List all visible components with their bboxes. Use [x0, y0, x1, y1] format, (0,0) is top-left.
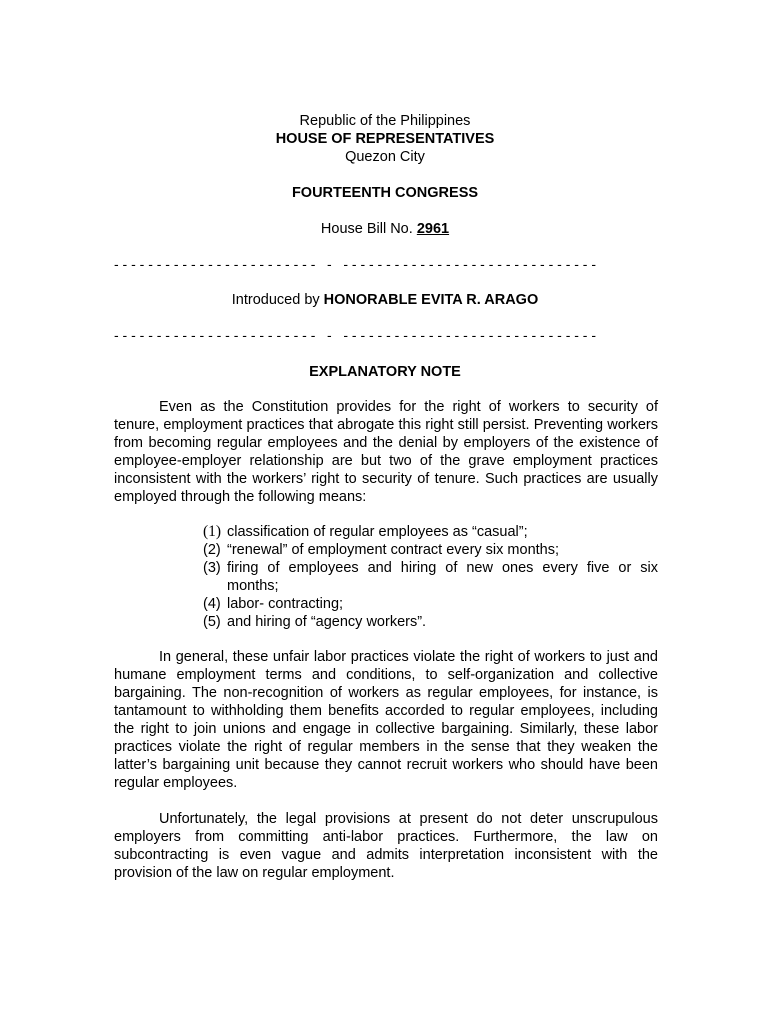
list-number: (3)	[203, 560, 221, 576]
list-number: (1)	[203, 523, 222, 540]
list-number: (5)	[203, 614, 221, 630]
separator-bottom: - - - - - - - - - - - - - - - - - - - - - - - - - - - - - - - - - - - - - - - - - - - - - - - - - - - - - - -	[114, 327, 597, 343]
city-line: Quezon City	[345, 149, 425, 165]
introduced-prefix: Introduced by	[231, 292, 324, 308]
paragraph-3: Unfortunately, the legal provisions at present do not deter unscrupulous employers from committing anti-labor practices. Furthermore, the law on subcontracting is even vague and admits interpretation inconsistent with the provision of the law on regular employment.	[114, 811, 658, 881]
paragraph-2: In general, these unfair labor practices violate the right of workers to just and humane employment terms and conditions, to self-organization and collective bargaining. The non-recognition of workers as regular employees, for instance, is tantamount to withholding them benefits accorded to regular employees, including the right to join unions and engage in collective bargaining. Similarly, these labor practices violate the right of regular members in the sense that they weaken the latter’s bargaining unit because they cannot recruit workers who should have been regular employees.	[114, 649, 658, 791]
list-item	[203, 613, 658, 631]
bill-number: 2961	[416, 221, 450, 237]
separator-top: - - - - - - - - - - - - - - - - - - - - - - - - - - - - - - - - - - - - - - - - - - - - - - - - - - - - - - -	[114, 256, 597, 272]
republic-line: Republic of the Philippines	[299, 113, 471, 129]
list-text: “renewal” of employment contract every six months;	[227, 542, 560, 558]
introducer-name: HONORABLE EVITA R. ARAGO	[323, 292, 539, 308]
explanatory-note-title: EXPLANATORY NOTE	[309, 364, 461, 380]
introduced-line	[0, 291, 770, 309]
list-text: labor- contracting;	[227, 596, 344, 612]
list-item	[203, 541, 658, 559]
list-item	[203, 523, 658, 541]
means-list	[203, 523, 658, 631]
list-text: firing of employees and hiring of new ones every five or six months;	[227, 560, 658, 594]
congress-title: FOURTEENTH CONGRESS	[291, 185, 479, 201]
list-number: (4)	[203, 596, 221, 612]
list-number: (2)	[203, 542, 221, 558]
list-item	[203, 559, 658, 595]
list-text: and hiring of “agency workers”.	[227, 614, 427, 630]
bill-prefix: House Bill No.	[320, 221, 417, 237]
bill-line	[0, 220, 770, 238]
list-text: classification of regular employees as “casual”;	[227, 524, 528, 540]
paragraph-1: Even as the Constitution provides for the right of workers to security of tenure, employment practices that abrogate this right still persist. Preventing workers from becoming regular employees and the denial by employers of the existence of employee-employer relationship are but two of the grave employment practices inconsistent with the workers’ right to security of tenure. Such practices are usually employed through the following means:	[114, 399, 658, 505]
list-item	[203, 595, 658, 613]
house-title: HOUSE OF REPRESENTATIVES	[275, 131, 495, 147]
